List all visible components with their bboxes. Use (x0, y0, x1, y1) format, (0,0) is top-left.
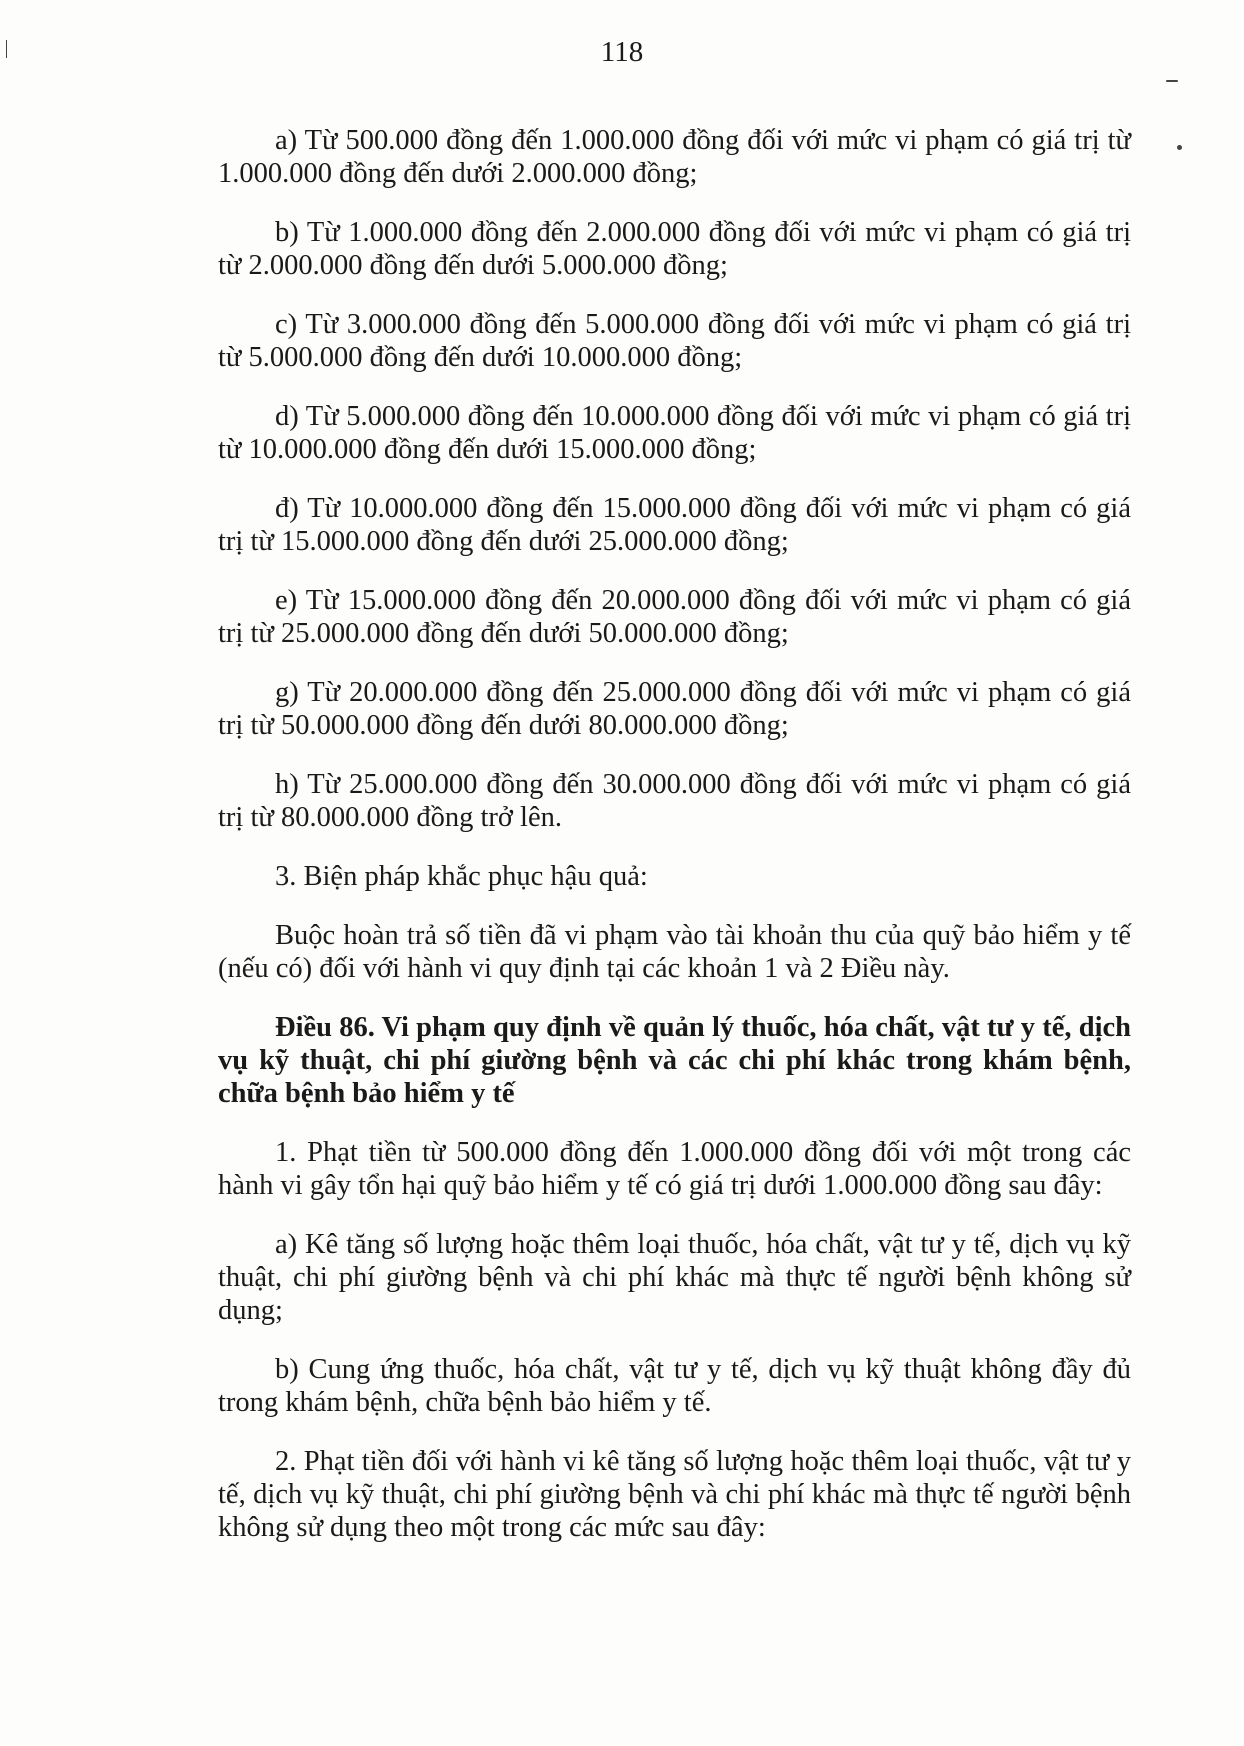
clause-h: h) Từ 25.000.000 đồng đến 30.000.000 đồng đối với mức vi phạm có giá trị từ 80.000.000 đồng trở lên. (218, 769, 1131, 833)
clause-dd: đ) Từ 10.000.000 đồng đến 15.000.000 đồng đối với mức vi phạm có giá trị từ 15.000.000 đồng đến dưới 25.000.000 đồng; (218, 493, 1131, 557)
clause-a: a) Từ 500.000 đồng đến 1.000.000 đồng đối với mức vi phạm có giá trị từ 1.000.000 đồng đến dưới 2.000.000 đồng; (218, 125, 1131, 189)
scan-mark (1166, 80, 1178, 82)
article-86-item-1b: b) Cung ứng thuốc, hóa chất, vật tư y tế, dịch vụ kỹ thuật không đầy đủ trong khám bệnh, chữa bệnh bảo hiểm y tế. (218, 1354, 1131, 1418)
page-number: 118 (600, 36, 644, 68)
clause-g: g) Từ 20.000.000 đồng đến 25.000.000 đồng đối với mức vi phạm có giá trị từ 50.000.000 đồng đến dưới 80.000.000 đồng; (218, 677, 1131, 741)
remedy-text: Buộc hoàn trả số tiền đã vi phạm vào tài khoản thu của quỹ bảo hiểm y tế (nếu có) đối với hành vi quy định tại các khoản 1 và 2 Điều này. (218, 920, 1131, 984)
document-body (218, 124, 1131, 1570)
clause-e: e) Từ 15.000.000 đồng đến 20.000.000 đồng đối với mức vi phạm có giá trị từ 25.000.000 đồng đến dưới 50.000.000 đồng; (218, 585, 1131, 649)
article-86-item-1: 1. Phạt tiền từ 500.000 đồng đến 1.000.000 đồng đối với một trong các hành vi gây tổn hại quỹ bảo hiểm y tế có giá trị dưới 1.000.000 đồng sau đây: (218, 1137, 1131, 1201)
clause-c: c) Từ 3.000.000 đồng đến 5.000.000 đồng đối với mức vi phạm có giá trị từ 5.000.000 đồng đến dưới 10.000.000 đồng; (218, 309, 1131, 373)
remedy-heading: 3. Biện pháp khắc phục hậu quả: (275, 861, 648, 892)
article-86-item-2: 2. Phạt tiền đối với hành vi kê tăng số lượng hoặc thêm loại thuốc, vật tư y tế, dịch vụ kỹ thuật, chi phí giường bệnh và chi phí khác mà thực tế người bệnh không sử dụng theo một trong các mức sau đây: (218, 1446, 1131, 1543)
article-86-item-1a: a) Kê tăng số lượng hoặc thêm loại thuốc, hóa chất, vật tư y tế, dịch vụ kỹ thuật, chi phí giường bệnh và chi phí khác mà thực tế người bệnh không sử dụng; (218, 1229, 1131, 1326)
clause-d: d) Từ 5.000.000 đồng đến 10.000.000 đồng đối với mức vi phạm có giá trị từ 10.000.000 đồng đến dưới 15.000.000 đồng; (218, 401, 1131, 465)
clause-b: b) Từ 1.000.000 đồng đến 2.000.000 đồng đối với mức vi phạm có giá trị từ 2.000.000 đồng đến dưới 5.000.000 đồng; (218, 217, 1131, 281)
scan-mark-left (6, 40, 7, 58)
scan-speck (1177, 145, 1182, 150)
article-86-heading: Điều 86. Vi phạm quy định về quản lý thuốc, hóa chất, vật tư y tế, dịch vụ kỹ thuật, chi phí giường bệnh và các chi phí khác trong khám bệnh, chữa bệnh bảo hiểm y tế (218, 1012, 1131, 1109)
